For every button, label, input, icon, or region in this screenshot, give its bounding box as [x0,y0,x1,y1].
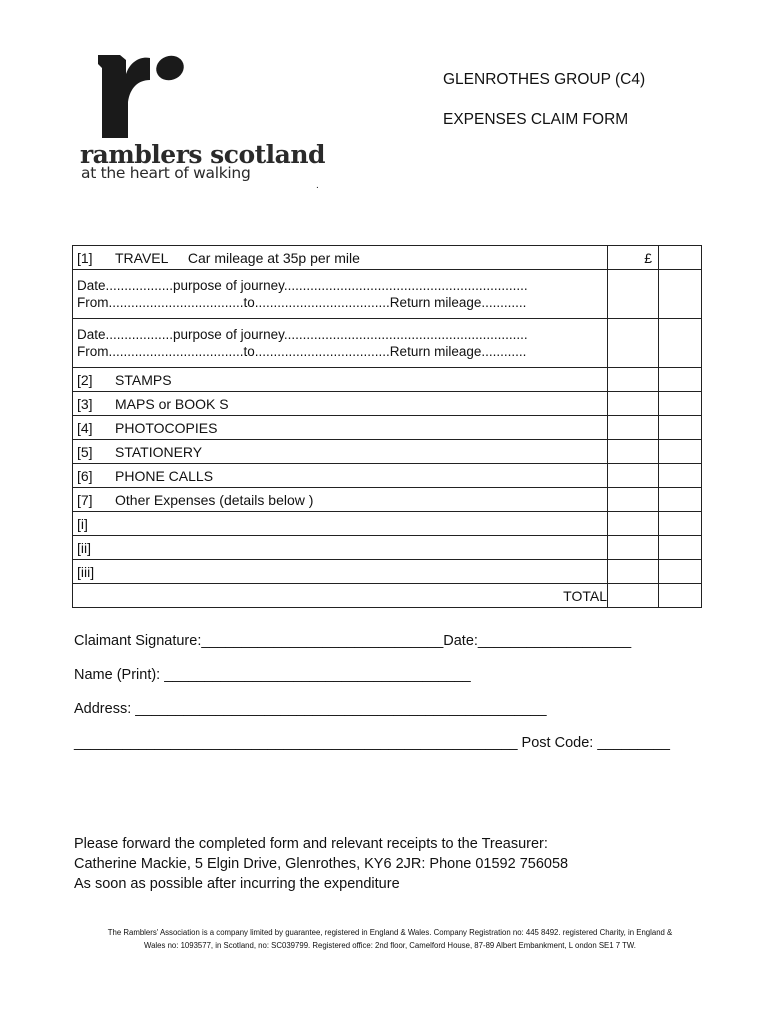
amount-pence[interactable] [659,368,702,392]
row-label: STATIONERY [115,443,203,460]
row-label: Other Expenses (details below ) [115,491,314,508]
instructions [74,834,568,894]
row-label: PHONE CALLS [115,467,214,484]
amount-pence[interactable] [659,560,702,584]
name-field[interactable]: Name (Print): ______________________________________ [74,667,471,683]
row-number: [5] [77,443,93,460]
amount-pence[interactable] [659,392,702,416]
row-number: [3] [77,395,93,412]
amount-pounds[interactable] [608,464,659,488]
stamps-row [73,368,702,392]
total-label: TOTAL [563,587,607,604]
logo-tagline: at the heart of walking [81,164,251,182]
amount-pounds[interactable] [608,392,659,416]
travel-label-cell [73,246,608,270]
pence-cell[interactable] [659,246,702,270]
row-label: PHOTOCOPIES [115,419,218,436]
address-field[interactable]: Address: ___________________________________________________ [74,701,547,717]
row-number: [i] [77,515,88,532]
amount-pounds[interactable] [608,512,659,536]
amount-pence[interactable] [659,319,702,368]
amount-pounds[interactable] [608,536,659,560]
group-name: GLENROTHES GROUP (C4) [443,71,646,88]
stray-dot: . [316,180,319,191]
total-row [73,584,702,608]
other-item-row [73,560,702,584]
other-item-cell[interactable] [73,560,608,584]
travel-label: TRAVEL [115,249,169,266]
journey-row-2 [73,319,702,368]
journey-from-to: From....................................to....................................Return mileage............ [77,295,527,310]
amount-pounds[interactable] [608,319,659,368]
mileage-rate: Car mileage at 35p per mile [187,249,360,266]
amount-pence[interactable] [659,464,702,488]
other-item-cell[interactable] [73,536,608,560]
journey-details-1[interactable] [73,270,608,319]
row-number: [6] [77,467,93,484]
total-pence[interactable] [659,584,702,608]
amount-pounds[interactable] [608,488,659,512]
row-number: [iii] [77,563,95,580]
amount-pence[interactable] [659,536,702,560]
other-expenses-row [73,488,702,512]
row-number: [2] [77,371,93,388]
photocopies-row [73,416,702,440]
stationery-row [73,440,702,464]
other-item-row [73,512,702,536]
maps-row [73,392,702,416]
address-postcode-field[interactable]: _______________________________________________________ Post Code: _________ [74,735,670,751]
signature-date-field[interactable]: Claimant Signature:______________________________Date:___________________ [74,633,632,649]
journey-details-2[interactable] [73,319,608,368]
amount-pence[interactable] [659,440,702,464]
amount-pounds[interactable] [608,416,659,440]
total-pounds[interactable] [608,584,659,608]
treasurer-address: Catherine Mackie, 5 Elgin Drive, Glenrothes, KY6 2JR: Phone 01592 756058 [74,856,569,872]
expenses-table [72,245,702,608]
row-number: [1] [77,249,93,266]
journey-row-1 [73,270,702,319]
other-item-cell[interactable] [73,512,608,536]
amount-pence[interactable] [659,416,702,440]
amount-pence[interactable] [659,270,702,319]
row-number: [7] [77,491,93,508]
amount-pence[interactable] [659,512,702,536]
legal-footer [70,926,710,952]
currency-symbol: £ [644,249,652,266]
row-label: MAPS or BOOK S [115,395,229,412]
travel-row [73,246,702,270]
row-label: STAMPS [115,371,172,388]
amount-pounds[interactable] [608,368,659,392]
journey-date-purpose: Date..................purpose of journey................................................................. [77,327,528,342]
row-number: [4] [77,419,93,436]
currency-cell [608,246,659,270]
form-title: EXPENSES CLAIM FORM [443,111,629,128]
other-item-row [73,536,702,560]
amount-pence[interactable] [659,488,702,512]
journey-date-purpose: Date..................purpose of journey................................................................. [77,278,528,293]
logo-name: ramblers scotland [80,140,326,169]
instructions-line: As soon as possible after incurring the expenditure [74,876,400,892]
amount-pounds[interactable] [608,560,659,584]
journey-from-to: From....................................to....................................Return mileage............ [77,344,527,359]
ramblers-logo-mark [96,50,188,142]
row-number: [ii] [77,539,91,556]
footer-line: Wales no: 1093577, in Scotland, no: SC039799. Registered office: 2nd floor, Camelford House, 87-89 Albert Embankment, L ondon SE1 7 TW. [144,941,636,950]
amount-pounds[interactable] [608,270,659,319]
instructions-line: Please forward the completed form and relevant receipts to the Treasurer: [74,836,548,852]
phone-calls-row [73,464,702,488]
footer-line: The Ramblers' Association is a company limited by guarantee, registered in England & Wales. Company Registration no: 445 8492. registered Charity, in England & [107,928,673,937]
amount-pounds[interactable] [608,440,659,464]
